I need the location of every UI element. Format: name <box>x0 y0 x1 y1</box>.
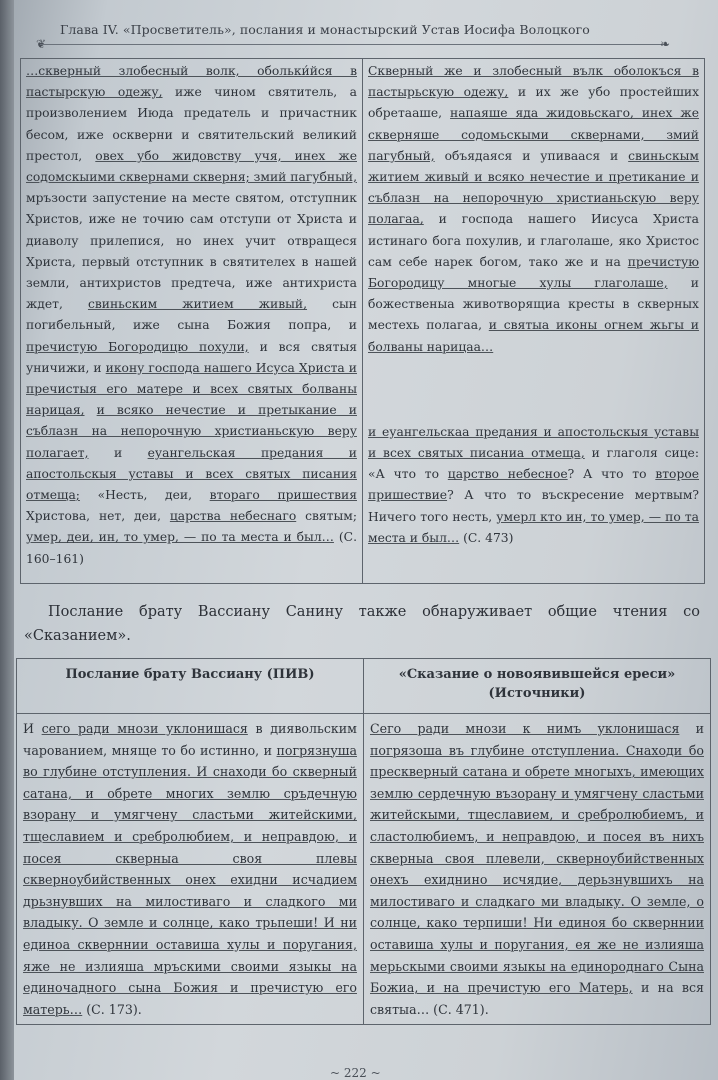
text-segment: и божественыа животворящиа кресты в скверных местехь полагаа, <box>368 276 699 333</box>
table1-right-text-top <box>368 61 699 358</box>
ornament-right-icon: ❧ <box>660 37 671 51</box>
underlined-text: умер, деи, ин, то умер, — по та места и был… <box>26 530 334 545</box>
table2-left-cell <box>17 714 364 1025</box>
underlined-text: погрязнуша во глубине отступления. И снаходи бо скверный сатана, и обрете многих землю сръдечную взорану и умягчену сластьми житейскими, тщеславием и сребролюбием, и неправдою, и посея скверныа своя плевы скверноубийственных онех ехидни исчадием дрьзнувших на милостиваго и сладкого ми владыку. О земле и солнце, како трьпеши! И ни единоа скверннии оставиша хулы и поругания, яже не излияша мръскими своими языкы на единочадного сына Божия и пречистую его матерь… <box>23 742 357 1017</box>
underlined-text: икону господа нашего Исуса Христа и пречистыя его матере и всех святых болваны нарицая, <box>26 360 357 418</box>
body-paragraph: Послание брату Вассиану Санину также обнаруживает общие чтения со «Сказанием». <box>24 604 700 644</box>
running-head: Глава IV. «Просветитель», послания и монастырский Устав Иосифа Волоцкого <box>60 22 590 37</box>
underlined-text: пречистую Богородицу многые хулы глаголаше, <box>368 254 699 291</box>
text-segment: (С. 160–161) <box>26 530 357 566</box>
table2-left-text <box>23 718 357 1020</box>
text-segment: (С. 173). <box>82 1001 142 1017</box>
text-segment: Христова, нет, деи, <box>26 509 170 524</box>
table2-right-text <box>370 718 704 1020</box>
underlined-text: погрязоша въ глубине отступлениа. Снаходи бо прескверный сатана и обрете многыхъ, имеющих землю сердечную възорану и умягчену сластьми житейскыми, тщеславием, и сребролюбиемъ, и сластолюбиемъ, и неправдою, и посея въ нихъ скверныа своя плевели, скверноубийственных онехъ ехиднино исчядие, дерьзнувшихъ на милостиваго и сладкаго ми владыку. О земле, о солнце, како терпиши! Ни единоя бо скверннии оставиша хулы и поругания, ея же не излияша мерьскыми своими языкы на единороднаго Сына Божиа, и на пречистую его Матерь, <box>370 742 704 996</box>
underlined-text: царства небеснаго <box>169 509 297 524</box>
text-segment: в диявольским чарованием, мняще то бо истинно, и <box>23 721 357 758</box>
underlined-text: напаяше яда жидовьскаго, инех же скверняше содомьскыми сквернами, змий пагубный, <box>368 106 699 163</box>
table-row <box>21 59 705 584</box>
underlined-text: овех убо жидовству учя, инех же содомскыими сквернами скверня; змий пагубный, <box>26 148 357 185</box>
table1-right-text-bottom <box>368 422 699 549</box>
table-row <box>17 714 711 1025</box>
text-segment <box>85 403 97 417</box>
text-segment: «Несть, деи, <box>79 488 210 503</box>
text-segment: святым; <box>296 509 357 524</box>
table2-header-left: Послание брату Вассиану (ПИВ) <box>17 659 364 714</box>
table1-left-cell <box>21 59 363 584</box>
text-segment: объядаяся и упиваася и <box>434 148 629 163</box>
table2-right-cell <box>364 714 711 1025</box>
text-segment: мръзости запустение на месте святом, отступник Христов, иже не точию сам отступи от Христа и диаволу прилепися, но инех учит отвращеся Христа, первый отступник в святителех в нашей земли, антихристов предтеча, иже антихриста ждет, <box>26 191 357 312</box>
text-segment: И <box>23 721 42 736</box>
text-segment: и их же убо простейших обретааше, <box>368 85 700 121</box>
book-spine <box>0 0 14 1080</box>
table1-left-text <box>26 61 357 570</box>
table1-right-cell <box>363 59 705 584</box>
table2-header-right: «Сказание о новоявившейся ереси» (Источники) <box>364 659 711 714</box>
ornament-left-icon: ❦ <box>36 37 47 51</box>
table-header-row <box>17 659 711 714</box>
underlined-text: царство небесное <box>447 467 568 482</box>
comparison-table-2 <box>16 658 711 1025</box>
underlined-text: свиньским житием живый, <box>87 297 308 312</box>
text-segment: и глаголя сице: «А что то <box>368 446 699 482</box>
underlined-text: пречистую Богородицю похули, <box>26 339 249 354</box>
underlined-text: Скверный же и злобесный вълк оболокъся в пастырьскую одежу, <box>368 64 699 100</box>
text-segment: сын погибельный, иже сына Божия попра, и <box>26 297 357 333</box>
text-segment: (С. 473) <box>459 530 514 545</box>
underlined-text: второе пришествие <box>368 467 700 503</box>
text-segment: и господа нашего Иисуса Христа истинаго бога похулив, и глаголаше, яко Христос сам себе нарек богом, тако же и на <box>368 212 699 269</box>
underlined-text: Сего ради мнози к нимъ уклонишася <box>370 721 680 736</box>
text-segment: ? А что то <box>567 467 656 482</box>
underlined-text: еуангельская предания и апостольскыя уставы и всех святых писания отмеща; <box>26 445 357 503</box>
underlined-text: и святыа иконы огнем жьгы и болваны нарицаа… <box>368 318 699 354</box>
comparison-table-1 <box>20 58 705 584</box>
header-rule <box>40 44 668 45</box>
text-segment: иже чином святитель, а произволением Июда предатель и причастник бесом, иже оскверни и святительский великий престол, <box>26 85 357 163</box>
underlined-text: втораго пришествия <box>209 488 357 503</box>
underlined-text: и всяко нечестие и претыкание и съблазн на непорочную христианьскую веру полагает, <box>26 403 357 460</box>
underlined-text: умерл кто ин, то умер, — по та места и был… <box>368 509 699 545</box>
text-segment: ? А что то въскресение мертвым? Ничего того несть, <box>368 488 699 524</box>
text-segment: и на вся святыа… (С. 471). <box>370 980 704 1017</box>
underlined-text: свиньскым житием живый и всяко нечестие и претикание и съблазн на непорочную христианьскую веру полагаа, <box>368 148 699 227</box>
text-segment: и вся святыя уничижи, и <box>26 339 357 375</box>
table1-gap <box>368 358 699 422</box>
underlined-text: сего ради мнози уклонишася <box>41 721 248 736</box>
text-segment: и <box>88 445 148 460</box>
underlined-text: …скверный злобесный волк, обольки́йся в пастырскую одежу, <box>26 64 357 100</box>
underlined-text: и еуангельскаа предания и апостольскыя уставы и всех святых писаниа отмеща, <box>368 424 699 461</box>
text-segment: и <box>679 721 704 736</box>
page-number: ~ 222 ~ <box>330 1066 381 1080</box>
